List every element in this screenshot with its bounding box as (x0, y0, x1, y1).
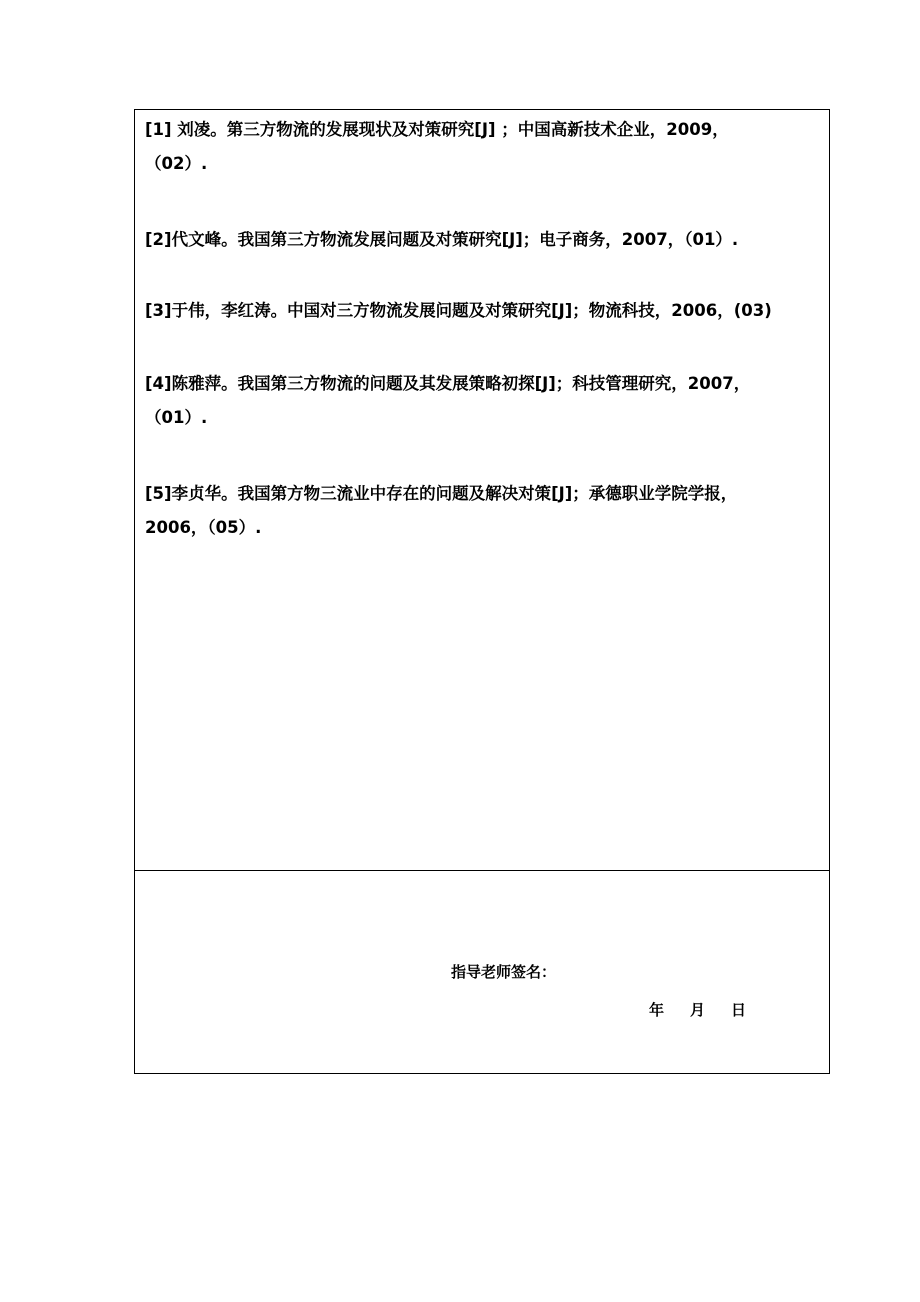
reference-text: [1] 刘凌。第三方物流的发展现状及对策研究[J] ；中国高新技术企业，2009， (145, 120, 729, 139)
review-form-table (134, 109, 830, 1074)
reference-text: 2006，（05）. (145, 518, 262, 537)
reference-item-3 (145, 294, 823, 328)
signature-cell (135, 871, 829, 1073)
reference-item-4 (145, 367, 823, 435)
year-label: 年 (649, 1001, 665, 1019)
reference-text: [5]李贞华。我国第方物三流业中存在的问题及解决对策[J]；承德职业学院学报， (145, 484, 738, 503)
reference-item-1 (145, 113, 823, 181)
reference-text: [2]代文峰。我国第三方物流发展问题及对策研究[J]；电子商务，2007，（01）. (145, 230, 739, 249)
advisor-signature-label: 指导老师签名： (451, 963, 557, 981)
reference-text: [4]陈雅萍。我国第三方物流的问题及其发展策略初探[J]；科技管理研究，2007， (145, 374, 751, 393)
reference-item-5 (145, 477, 823, 545)
signature-date (649, 999, 746, 1020)
reference-text: [3]于伟，李红涛。中国对三方物流发展问题及对策研究[J]；物流科技，2006，(03) (145, 301, 772, 320)
reference-item-2 (145, 223, 823, 257)
references-cell (135, 110, 829, 871)
month-label: 月 (690, 1001, 706, 1019)
reference-text: （01）. (145, 408, 208, 427)
reference-text: （02）. (145, 154, 208, 173)
day-label: 日 (731, 1001, 747, 1019)
